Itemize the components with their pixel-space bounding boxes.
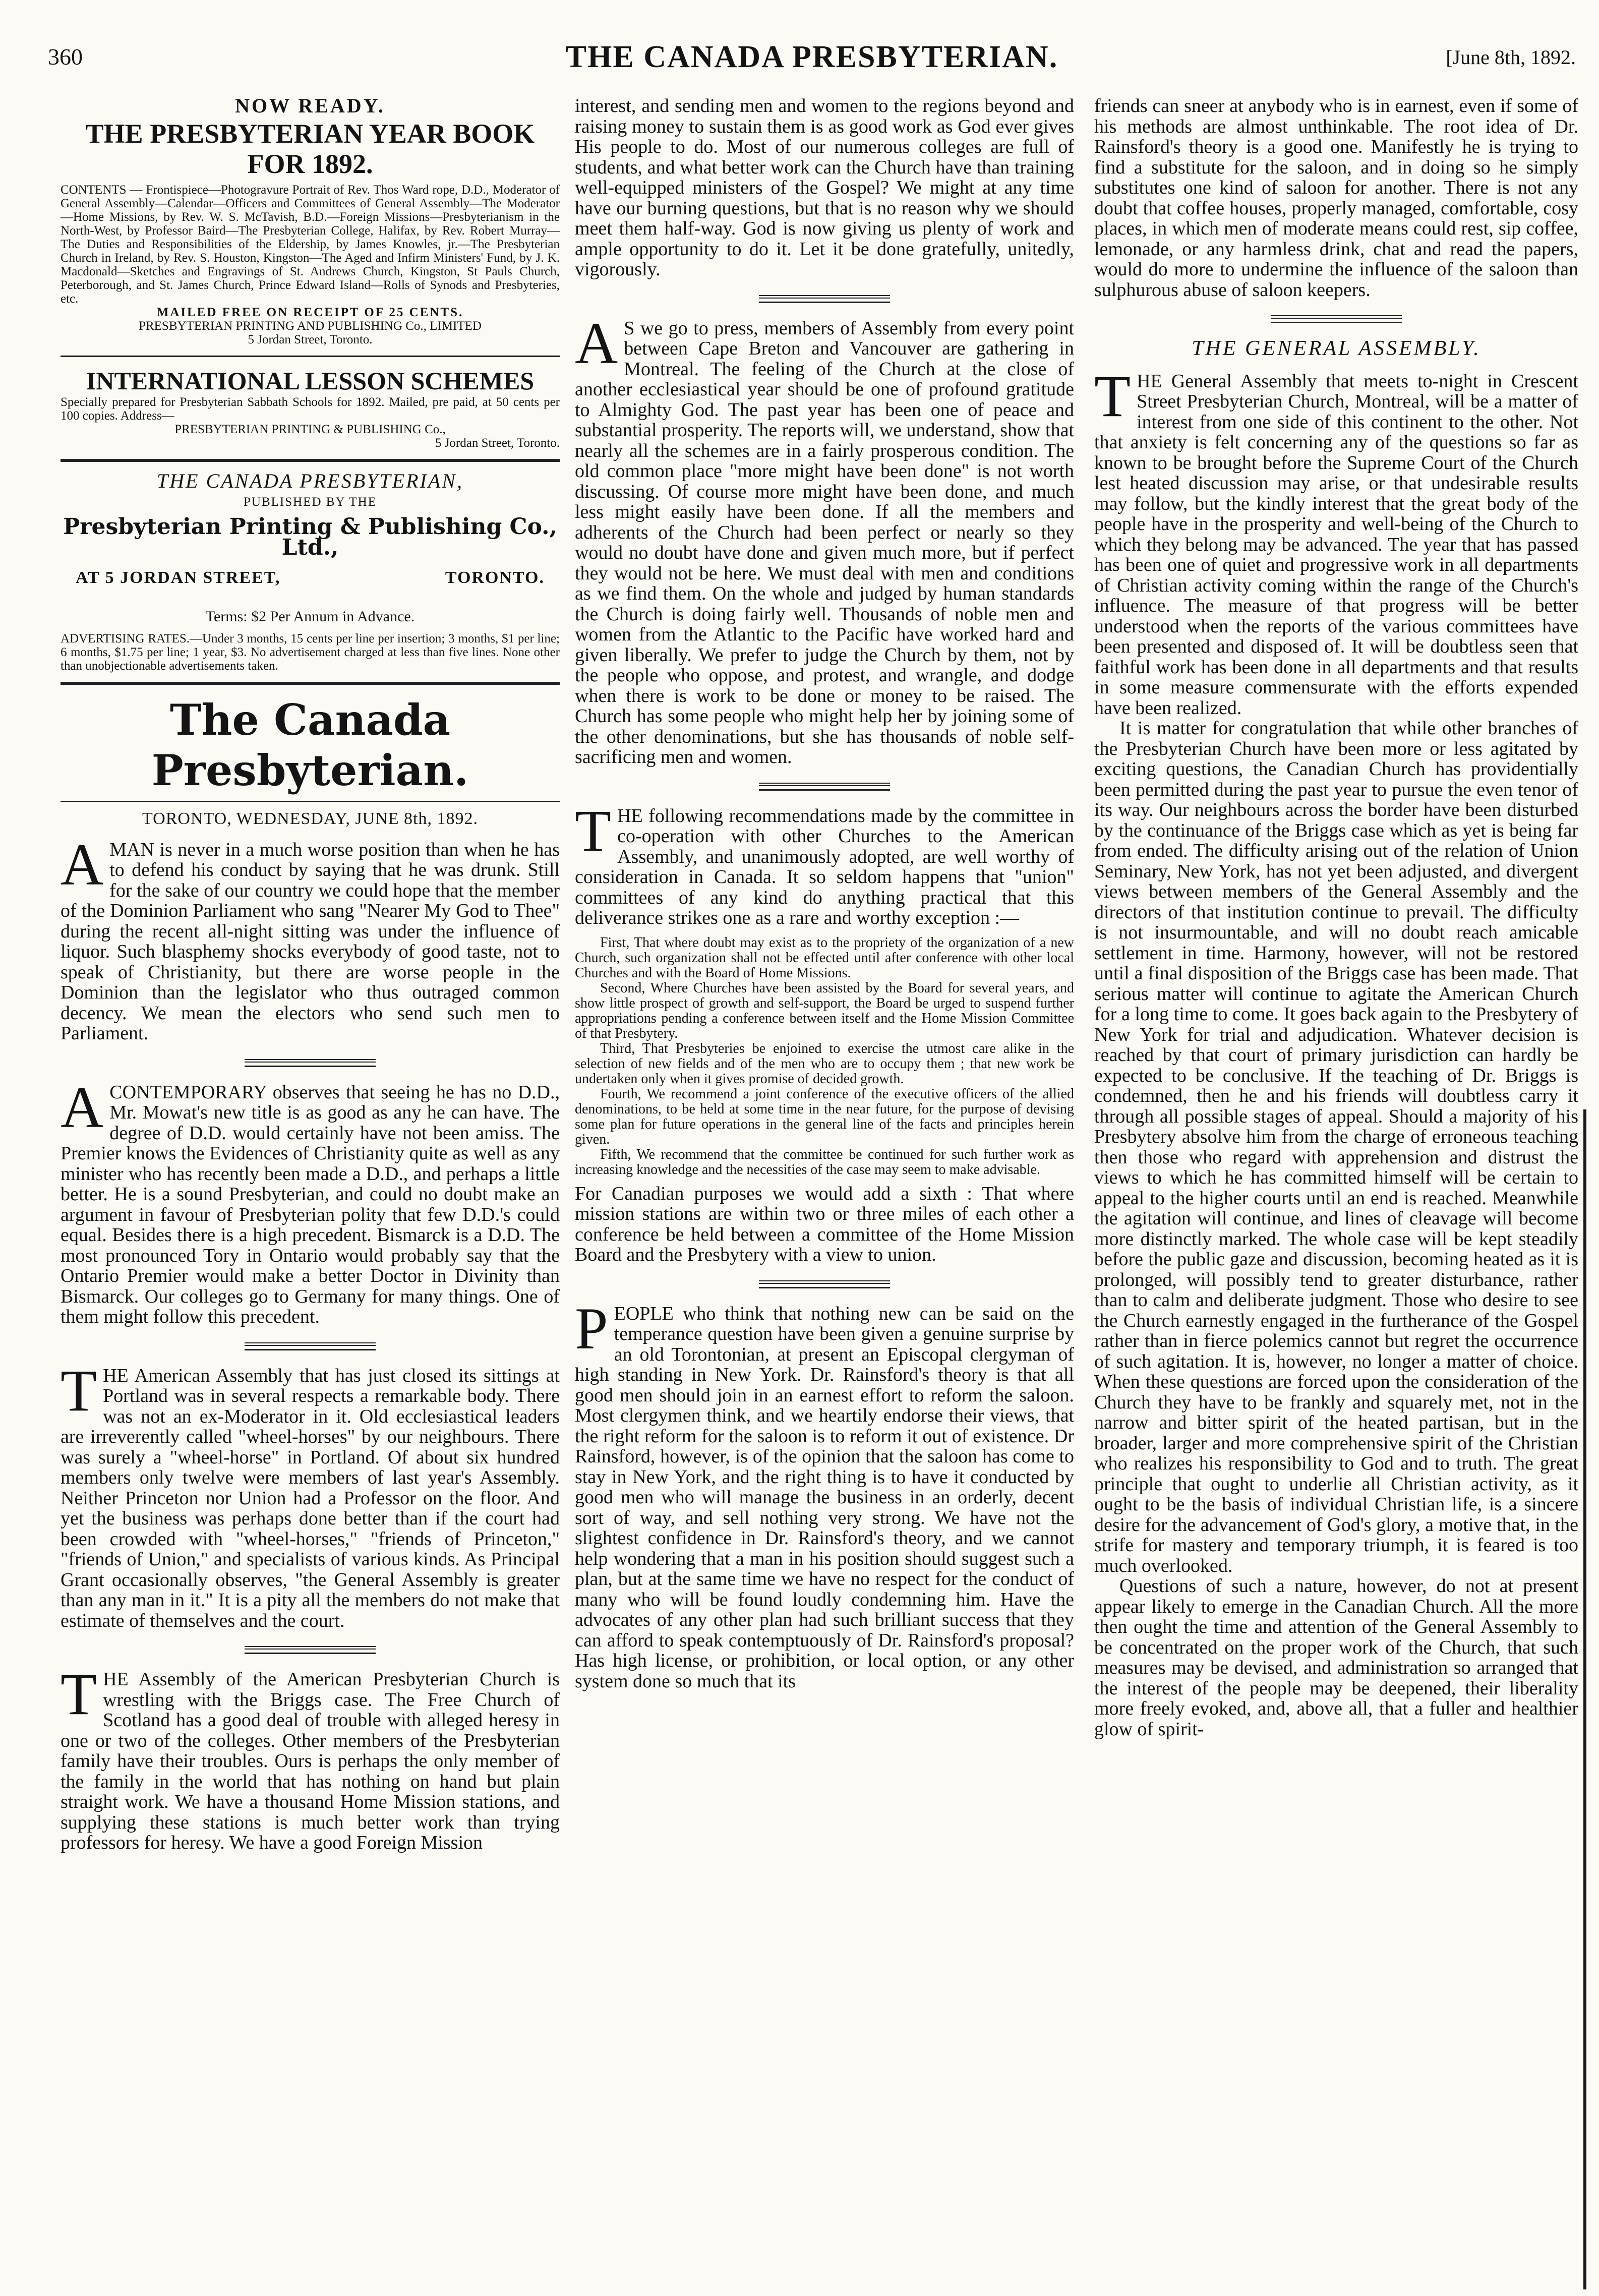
- editorial-general-assembly: [1094, 363, 1578, 719]
- published-by: PUBLISHED BY THE: [244, 495, 377, 509]
- lesson-schemes-title: INTERNATIONAL LESSON SCHEMES: [86, 366, 535, 395]
- column-1: [61, 96, 560, 1853]
- drop-cap: T: [61, 1357, 97, 1424]
- paragraph-text: MAN is never in a much worse position than when he has to defend his conduct by saying that he was drunk. Still for the sake of our country we could hope that the member of the Dominion Parliament who sang "Nearer My God to Thee" during the recent all-night sitting was under the influence of liquor. Such blasphemy shocks everybody of good taste, not to speak of Christianity, but there are worse people in the Dominion than the legislator who thus outraged common decency. We mean the electors who send such men to Parliament.: [61, 839, 560, 1044]
- company-address-line: [76, 568, 545, 588]
- gothic-masthead: The Canada Presbyterian.: [151, 695, 469, 795]
- company-name: Presbyterian Printing & Publishing Co., Ltd.,: [63, 514, 557, 560]
- running-masthead: THE CANADA PRESBYTERIAN.: [565, 40, 1058, 74]
- recommendation-item: Second, Where Churches have been assisted by the Board for several years, and show little prospect of growth and self-support, the Board be urged to suspend further appropriations pending a conference between itself and the Home Mission Committee of that Presbytery.: [575, 980, 1074, 1041]
- section-divider: [245, 1059, 376, 1067]
- drop-cap: A: [61, 1074, 104, 1140]
- section-divider: [759, 1280, 890, 1288]
- divider: [61, 682, 560, 685]
- editorial-mowat-dd: [61, 1074, 560, 1327]
- issue-dateline: TORONTO, WEDNESDAY, JUNE 8th, 1892.: [142, 809, 478, 828]
- paragraph-continued: friends can sneer at anybody who is in earnest, even if some of his methods are almost unthinkable. The root idea of Dr. Rainsford's theory is a good one. Manifestly he is trying to find a substitute for the saloon, and in doing so he simply substitutes one kind of saloon for another. There is not any doubt that coffee houses, properly managed, comfortable, cosy places, in which men of moderate means could rest, sip coffee, lemonade, or any harmless drink, chat and read the papers, would do more to undermine the influence of the saloon than sulphurous abuse of saloon keepers.: [1094, 95, 1578, 301]
- editorial-briggs-case: [61, 1661, 560, 1853]
- recommendation-item: Third, That Presbyteries be enjoined to exercise the utmost care alike in the selection of new fields and of the men who are to occupy them ; that new work be undertaken only when it gives promise of decided growth.: [575, 1040, 1074, 1087]
- section-divider: [759, 295, 890, 303]
- editorial-rainsford-saloon: [575, 1295, 1074, 1692]
- recommendation-item: Fifth, We recommend that the committee be continued for such further work as increasing knowledge and the necessities of the case may seem to make advisable.: [575, 1146, 1074, 1178]
- paragraph-text: HE following recommendations made by the committee in co-operation with other Churches to the American Assembly, and unanimously adopted, are well worthy of consideration in Canada. It so seldom happens that "union" committees of any kind do anything practical that this deliverance strikes one as a rare and worthy exception :—: [575, 805, 1074, 928]
- lesson-publisher: PRESBYTERIAN PRINTING & PUBLISHING Co.,: [174, 422, 446, 436]
- editorial-assembly-gathering: [575, 310, 1074, 768]
- section-divider: [759, 783, 890, 791]
- publisher-address: 5 Jordan Street, Toronto.: [248, 332, 373, 346]
- paragraph-text: It is matter for congratulation that while other branches of the Presbyterian Church have been more or less agitated by exciting questions, the Canadian Church has providentially been permitted during the past year to pursue the even tenor of its way. Our neighbours across the border have been disturbed by the continuance of the Briggs case which as yet is being far from ended. The difficulty arising out of the relation of Union Seminary, New York, has not yet been adjusted, and divergent views between members of the General Assembly and the directors of that institution continue to prevail. The difficulty is not insurmountable, and will no doubt reach amicable settlement in time. Harmony, however, will not be restored until a final disposition of the Briggs case has been made. That serious matter will continue to agitate the American Church for a long time to come. It goes back again to the Presbytery of New York for trial and adjudication. Whatever decision is reached by that court of primary jurisdiction can hardly be expected to be conclusive. If the teaching of Dr. Briggs is condemned, then he and his friends will doubtless carry it through all possible stages of appeal. Should a majority of his Presbytery absolve him from the charge of erroneous teaching then those who regard with apprehension and distrust the views to which he has committed himself will be certain to appeal to the higher courts until an end is reached. Meanwhile the agitation will continue, and lines of cleavage will become more distinctly marked. The whole case will be kept steadily before the public gaze and discussion, becoming heated as it is prolonged, will possibly tend to greater disturbance, rather than to calm and deliberate judgment. Those who desire to see the Church earnestly engaged in the furtherance of the Gospel rather than in fierce polemics cannot but regret the occurrence of such agitation. It is, however, no longer a matter of choice. When these questions are forced upon the consideration of the Church they have to be frankly and squarely met, not in the narrow and bitter spirit of the heated partisan, but in the broader, larger and more comprehensive spirit of the Christian who realizes his responsibility to God and to truth. The great principle that ought to underlie all Christian activity, as it ought to be the basis of individual Christian life, is a sincere desire for the advancement of God's glory, a motive that, in the strife for mastery and temporary triumph, it is feared is too much overlooked.: [1094, 718, 1578, 1576]
- page-edge-shadow: [1583, 1109, 1586, 2289]
- paragraph-continued: interest, and sending men and women to the regions beyond and raising money to sustain them is as good work as God ever gives His people to do. Most of our numerous colleges are full of students, and what better work can the Church have than training well-equipped ministers of the Gospel? We might at any time have our burning questions, but that is no reason why we should meet them half-way. God is now giving us plenty of work and ample opportunity to do it. Let it be done gratefully, unitedly, vigorously.: [575, 95, 1074, 280]
- paragraph-text: HE General Assembly that meets to-night in Crescent Street Presbyterian Church, Montreal, will be a matter of interest from one side of this continent to the other. Not that anxiety is felt concerning any of the questions so far as known to be brought before the Supreme Court of the Church lest heated discussion may arise, or that undesirable results may follow, but the kindly interest that the great body of the people have in the prosperity and well-being of the Church to which they belong may be advanced. The year that has passed has been one of quiet and progressive work in all departments of Christian activity coming within the range of the Church's influence. The measure of that progress will be better understood when the reports of the various committees have been presented and disposed of. It will be doubtless seen that faithful work has been done in all departments and that results in some measure commensurate with the efforts expended have been realized.: [1094, 370, 1578, 719]
- recommendation-item: Fourth, We recommend a joint conference of the executive officers of the allied denominations, to be held at some time in the near future, for the purpose of devising some plan for future operations in the general line of the facts and principles herein given.: [575, 1086, 1074, 1147]
- column-3: [1094, 96, 1578, 1739]
- recommendation-item: First, That where doubt may exist as to the propriety of the organization of a new Church, such organization shall not be effected until after conference with other local Churches and with the Board of Home Missions.: [575, 934, 1074, 981]
- drop-cap: T: [61, 1661, 97, 1727]
- section-divider: [1271, 315, 1402, 323]
- drop-cap: A: [575, 310, 618, 376]
- divider: [61, 459, 560, 462]
- now-ready-heading: NOW READY.: [235, 94, 385, 117]
- publisher-line: PRESBYTERIAN PRINTING AND PUBLISHING Co., LIMITED: [139, 319, 482, 333]
- section-divider: [245, 1646, 376, 1654]
- mailed-free-notice: MAILED FREE ON RECEIPT OF 25 CENTS.: [156, 305, 464, 319]
- paragraph-text: S we go to press, members of Assembly from every point between Cape Breton and Vancouver are gathering in Montreal. The feeling of the Church at the close of another ecclesiastical year should be one of profound gratitude to Almighty God. The past year has been one of peace and substantial prosperity. The reports will, we understand, show that nearly all the schemes are in a fairly prosperous condition. The old common place "more might have been done" is not worth discussing. Of course more might have been done, and much less might easily have been done. If all the members and adherents of the Church had been perfect or nearly so they would no doubt have done and given much more, but if perfect they would not be here. We must deal with men and conditions as we find them. On the whole and judged by human standards the Church is doing fairly well. Thousands of noble men and women from the Atlantic to the Pacific have worked hard and given liberally. We prefer to judge the Church by them, not by the people who oppose, and protest, and wrangle, and dodge when there is work to be done or money to be raised. The Church has some people who might help her by joining some of the other denominations, but she has thousands of noble self-sacrificing men and women.: [575, 317, 1074, 768]
- paragraph-text: HE American Assembly that has just closed its sittings at Portland was in several respects a remarkable body. There was not an ex-Moderator in it. Old ecclesiastical leaders are irreverently called "wheel-horses" by our neighbours. There was surely a "wheel-horse" in Portland. Of about six hundred members only twelve were members of last year's Assembly. Neither Princeton nor Union had a Professor on the floor. And yet the business was perhaps done better than if the court had been crowded with "wheel-horses," "friends of Princeton," "friends of Union," and specialists of various kinds. As Principal Grant occasionally observes, "the General Assembly is greater than any man in it." It is a pity all the members do not make that estimate of themselves and the court.: [61, 1365, 560, 1631]
- divider: [61, 801, 560, 802]
- divider: [61, 356, 560, 357]
- section-divider: [245, 1342, 376, 1350]
- paragraph-text: EOPLE who think that nothing new can be said on the temperance question have been given a genuine surprise by an old Torontonian, at present an Episcopal clergyman of high standing in New York. Dr. Rainsford's theory is that all good men should join in an earnest effort to reform the saloon. Most clergymen think, and we heartily endorse their views, that the right reform for the saloon is to reform it out of existence. Dr Rainsford, however, is of the opinion that the saloon has come to stay in New York, and the right thing is to have it conducted by good men who will manage the business in an orderly, decent sort of way, and sell nothing very strong. We have not the slightest confidence in Dr. Rainsford's theory, and we cannot help wondering that a man in his position should suggest such a plan, but at the same time we have no respect for the conduct of many who will be found loudly condemning him. Have the advocates of any other plan had such brilliant success that they can afford to speak contemptuously of Dr. Rainsford's proposal? Has high license, or prohibition, or local option, or any other system done so much that its: [575, 1303, 1074, 1692]
- paragraph-text: Questions of such a nature, however, do not at present appear likely to emerge in the Canadian Church. All the more then ought the time and attention of the General Assembly to be concentrated on the proper work of the Church, that such measures may be devised, and administration so arranged that the interest of the people may be deepened, their liberality more freely evoked, and, above all, that a fuller and healthier glow of spirit-: [1094, 1575, 1578, 1740]
- drop-cap: T: [575, 797, 612, 864]
- editorial-recommendations: [575, 797, 1074, 928]
- paragraph-text: CONTEMPORARY observes that seeing he has no D.D., Mr. Mowat's new title is as good as any he can have. The degree of D.D. would certainly have not been amiss. The Premier knows the Evidences of Christianity quite as well as any minister who has recently been made a D.D., and perhaps a little better. He is a sound Presbyterian, and could no doubt make an argument in favour of Presbyterian polity that few D.D.'s could equal. Besides there is a high precedent. Bismarck is a D.D. The most pronounced Tory in Ontario would probably say that the Ontario Premier would make a better Doctor in Divinity than Bismarck. Our colleges go to Germany for many things. One of them might follow this precedent.: [61, 1081, 560, 1327]
- lesson-address: 5 Jordan Street, Toronto.: [435, 436, 560, 450]
- page-header: [48, 39, 1576, 85]
- company-city: TORONTO.: [445, 568, 545, 587]
- lesson-schemes-body: Specially prepared for Presbyterian Sabbath Schools for 1892. Mailed, pre paid, at 50 cents per 100 copies. Address—: [61, 395, 560, 423]
- editorial-american-assembly: [61, 1357, 560, 1631]
- drop-cap: A: [61, 831, 104, 898]
- general-assembly-heading: THE GENERAL ASSEMBLY.: [1192, 337, 1481, 360]
- page-number: 360: [48, 44, 83, 70]
- column-2: [575, 96, 1074, 1691]
- paragraph-text: HE Assembly of the American Presbyterian Church is wrestling with the Briggs case. The Free Church of Scotland has a good deal of trouble with alleged heresy in one or two of the colleges. Other members of the Presbyterian family have their troubles. Ours is perhaps the only member of the family in the world that has nothing on hand but plain straight work. We have a thousand Home Mission stations, and supplying these stations is much better work than trying professors for heresy. We have a good Foreign Mission: [61, 1669, 560, 1853]
- drop-cap: P: [575, 1295, 608, 1362]
- drop-cap: T: [1094, 363, 1131, 429]
- paragraph-text: For Canadian purposes we would add a sixth : That where mission stations are within two or three miles of each other a conference be held between a committee of the Home Mission Board and the Presbytery with a view to union.: [575, 1183, 1074, 1265]
- company-street: AT 5 JORDAN STREET,: [76, 568, 281, 587]
- editorial-drunk-mp: [61, 831, 560, 1044]
- subscription-terms: Terms: $2 Per Annum in Advance.: [205, 608, 415, 625]
- paper-name-italic: THE CANADA PRESBYTERIAN,: [157, 469, 463, 492]
- header-date: [June 8th, 1892.: [1446, 46, 1576, 69]
- year-book-title: THE PRESBYTERIAN YEAR BOOK FOR 1892.: [85, 118, 535, 179]
- recommendations-list: [575, 935, 1074, 1178]
- advertising-rates: ADVERTISING RATES.—Under 3 months, 15 cents per line per insertion; 3 months, $1 per line; 6 months, $1.75 per line; 1 year, $3. No advertisement charged at less than five lines. None other than unobjectionable advertisements taken.: [61, 632, 560, 673]
- year-book-contents: CONTENTS — Frontispiece—Photogravure Portrait of Rev. Thos Ward rope, D.D., Moderator of General Assembly—Calendar—Officers and Committees of General Assembly—The Moderator—Home Missions, by Rev. W. S. McTavish, B.D.—Foreign Missions—Presbyterianism in the North-West, by Professor Baird—The Presbyterian College, Halifax, by Rev. Robert Murray—The Duties and Responsibilities of the Eldership, by James Knowles, jr.—The Presbyterian Church in Ireland, by Rev. S. Houston, Kingston—The Aged and Infirm Ministers' Fund, by J. K. Macdonald—Sketches and Engravings of St. Andrews Church, Kingston, St Pauls Church, Peterborough, and St. James Church, Prince Edward Island—Rolls of Synods and Presbyteries, etc.: [61, 183, 560, 306]
